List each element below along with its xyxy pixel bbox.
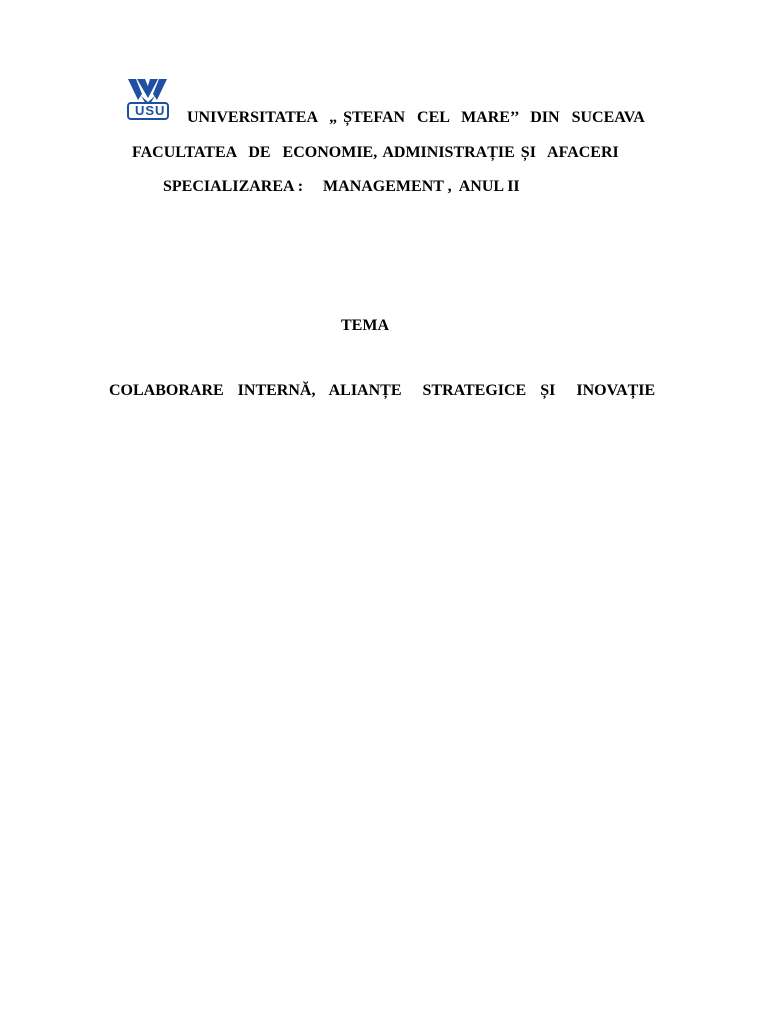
logo-text: USU [135,103,166,118]
university-logo-icon [122,76,174,122]
specialization-line: SPECIALIZAREA : MANAGEMENT , ANUL II [163,178,520,195]
document-title: COLABORARE INTERNĂ, ALIANȚE STRATEGICE ȘI INOVAȚIE [109,382,656,399]
faculty-name: FACULTATEA DE ECONOMIE, ADMINISTRAȚIE ȘI AFACERI [132,144,619,161]
theme-label: TEMA [341,317,389,334]
university-name: UNIVERSITATEA „ ȘTEFAN CEL MARE’’ DIN SUCEAVA [187,109,645,126]
